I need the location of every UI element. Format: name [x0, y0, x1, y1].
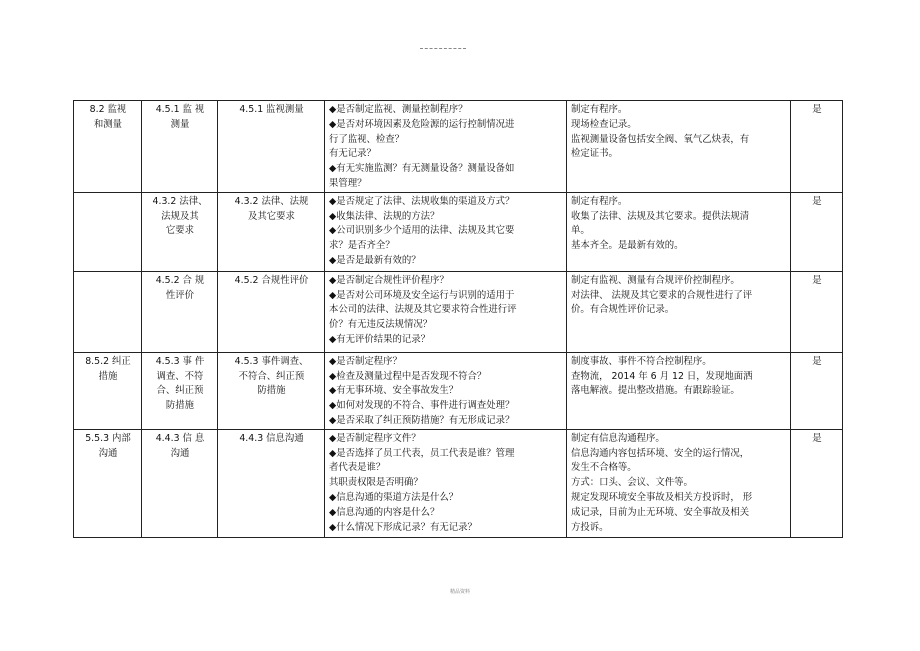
clause-cell: [74, 192, 142, 271]
questions-line: ◆什么情况下形成记录？有无记录？: [329, 521, 477, 533]
clause-cell: [74, 101, 142, 193]
questions-line: 有无记录？: [329, 148, 376, 160]
clause-cell: [74, 352, 142, 429]
questions-line: 行了监视、检查？: [329, 133, 405, 145]
questions-line: ◆是否制定程序？: [329, 355, 402, 367]
questions-cell: [325, 271, 567, 352]
clause-line: 沟通: [98, 447, 118, 459]
subclause-cell: [142, 352, 218, 429]
subclause-line: 4.5.2 合 规: [155, 274, 205, 286]
evidence-line: 制定有程序。: [571, 104, 628, 115]
audit-item-cell: [218, 271, 325, 352]
questions-line: ◆信息沟通的内容是什么？: [329, 506, 440, 518]
questions-line: 价？有无违反法规情况？: [329, 319, 433, 331]
questions-line: ◆是否采取了纠正预防措施？有无形成记录？: [329, 414, 515, 426]
result-cell: 是: [791, 101, 843, 193]
subclause-line: 它要求: [165, 225, 195, 237]
subclause-line: 防措施: [165, 400, 195, 412]
evidence-line: 制度事故、事件不符合控制程序。: [571, 355, 712, 367]
evidence-line: 成记录，目前为止无环境、安全事故及相关: [571, 506, 750, 518]
clause-line: 和测量: [93, 118, 123, 130]
evidence-line: 制定有程序。: [571, 195, 628, 207]
questions-line: ◆有无事环境、安全事故发生？: [329, 385, 459, 397]
evidence-line: 发生不合格等。: [571, 462, 637, 474]
clause-line: 5.5.3 内部: [85, 432, 131, 444]
audit-item-cell: [218, 192, 325, 271]
questions-line: ◆是否是最新有效的？: [329, 254, 421, 266]
questions-line: 果管理？: [329, 177, 367, 189]
subclause-line: 4.5.1 监 视: [155, 104, 205, 115]
questions-line: ◆是否规定了法律、法规收集的渠道及方式？: [329, 195, 515, 207]
evidence-line: 落电解液。提出整改措施。有跟踪验证。: [571, 385, 740, 397]
subclause-line: 沟通: [170, 447, 190, 459]
evidence-line: 规定发现环境安全事故及相关方投诉时， 形: [571, 491, 753, 503]
table-row: [74, 271, 843, 352]
audit-item-cell: [218, 352, 325, 429]
clause-line: 8.2 监视: [89, 104, 127, 115]
audit-checklist-table: [73, 100, 843, 538]
questions-line: ◆是否对环境因素及危险源的运行控制情况进: [329, 118, 515, 130]
evidence-line: 监视测量设备包括安全阀、氧气乙炔表，有: [571, 133, 750, 145]
evidence-line: 制定有信息沟通程序。: [571, 432, 665, 444]
questions-cell: [325, 352, 567, 429]
result-cell: 是: [791, 429, 843, 537]
clause-cell: [74, 429, 142, 537]
result-cell: 是: [791, 271, 843, 352]
evidence-line: 对法律、 法规及其它要求的合规性进行了评: [571, 289, 753, 301]
evidence-cell: [567, 271, 791, 352]
evidence-line: 现场检查记录。: [571, 118, 637, 130]
audit-item-cell: [218, 101, 325, 193]
evidence-line: 检定证书。: [571, 148, 618, 160]
result-cell: 是: [791, 352, 843, 429]
audit-item-line: 4.5.2 合规性评价: [234, 274, 309, 286]
questions-line: ◆公司识别多少个适用的法律、法规及其它要: [329, 225, 515, 237]
audit-item-line: 防措施: [257, 385, 286, 397]
questions-line: ◆有无实施监测？有无测量设备？测量设备如: [329, 163, 515, 175]
evidence-line: 方式：口头、会议、文件等。: [571, 477, 693, 489]
evidence-line: 制定有监视、测量有合规评价控制程序。: [571, 274, 740, 286]
clause-line: 措施: [98, 370, 118, 382]
subclause-line: 法规及其: [161, 210, 199, 222]
evidence-line: 信息沟通内容包括环境、安全的运行情况，: [571, 447, 750, 459]
questions-line: ◆是否制定程序文件？: [329, 432, 421, 444]
questions-line: ◆是否对公司环境及安全运行与识别的适用于: [329, 289, 515, 301]
subclause-cell: [142, 101, 218, 193]
evidence-cell: [567, 192, 791, 271]
audit-item-line: 4.5.3 事件调查、: [234, 355, 309, 367]
evidence-line: 单。: [571, 225, 590, 237]
evidence-line: 方投诉。: [571, 521, 609, 533]
questions-cell: [325, 192, 567, 271]
questions-line: ◆如何对发现的不符合、事件进行调查处理？: [329, 400, 515, 412]
audit-item-line: 不符合、纠正预: [238, 370, 305, 382]
subclause-cell: [142, 192, 218, 271]
questions-line: 求？是否齐全？: [329, 240, 395, 252]
evidence-line: 收集了法律、法规及其它要求。提供法规清: [571, 210, 750, 222]
evidence-cell: [567, 429, 791, 537]
table-row: [74, 429, 843, 537]
questions-line: 其职责权限是否明确？: [329, 477, 423, 489]
evidence-cell: [567, 352, 791, 429]
audit-item-line: 4.3.2 法律、法规: [234, 195, 309, 207]
table-row: [74, 101, 843, 193]
questions-line: ◆是否制定合规性评价程序？: [329, 274, 449, 286]
result-cell: 是: [791, 192, 843, 271]
subclause-line: 性评价: [165, 289, 195, 301]
questions-line: 者代表是谁？: [329, 462, 386, 474]
questions-line: ◆有无评价结果的记录？: [329, 333, 430, 345]
subclause-cell: [142, 271, 218, 352]
table-row: [74, 352, 843, 429]
subclause-line: 合、纠正预: [156, 385, 204, 397]
evidence-line: 查物流， 2014 年 6 月 12 日，发现地面洒: [571, 370, 753, 382]
subclause-cell: [142, 429, 218, 537]
audit-item-line: 4.5.1 监视测量: [239, 104, 304, 115]
evidence-line: 价。有合规性评价记录。: [571, 304, 675, 316]
subclause-line: 4.3.2 法律、: [152, 195, 208, 207]
questions-line: ◆检查及测量过程中是否发现不符合？: [329, 370, 487, 382]
questions-cell: [325, 429, 567, 537]
clause-cell: [74, 271, 142, 352]
table-row: [74, 192, 843, 271]
subclause-line: 调查、不符: [156, 370, 204, 382]
questions-line: ◆是否选择了员工代表，员工代表是谁？管理: [329, 447, 515, 459]
footer-note: 精品资料: [449, 589, 470, 595]
questions-line: 本公司的法律、法规及其它要求符合性进行评: [329, 304, 517, 316]
audit-item-cell: [218, 429, 325, 537]
questions-line: ◆信息沟通的渠道方法是什么？: [329, 491, 459, 503]
subclause-line: 4.4.3 信 息: [155, 432, 205, 444]
audit-item-line: 4.4.3 信息沟通: [239, 432, 304, 444]
evidence-line: 基本齐全。是最新有效的。: [571, 240, 684, 252]
questions-cell: [325, 101, 567, 193]
evidence-cell: [567, 101, 791, 193]
clause-line: 8.5.2 纠正: [85, 355, 131, 367]
header-rule: [420, 48, 466, 49]
subclause-line: 测量: [170, 118, 190, 130]
audit-item-line: 及其它要求: [248, 210, 295, 222]
questions-line: ◆收集法律、法规的方法？: [329, 210, 440, 222]
subclause-line: 4.5.3 事 件: [155, 355, 205, 367]
questions-line: ◆是否制定监视、测量控制程序？: [329, 104, 468, 115]
